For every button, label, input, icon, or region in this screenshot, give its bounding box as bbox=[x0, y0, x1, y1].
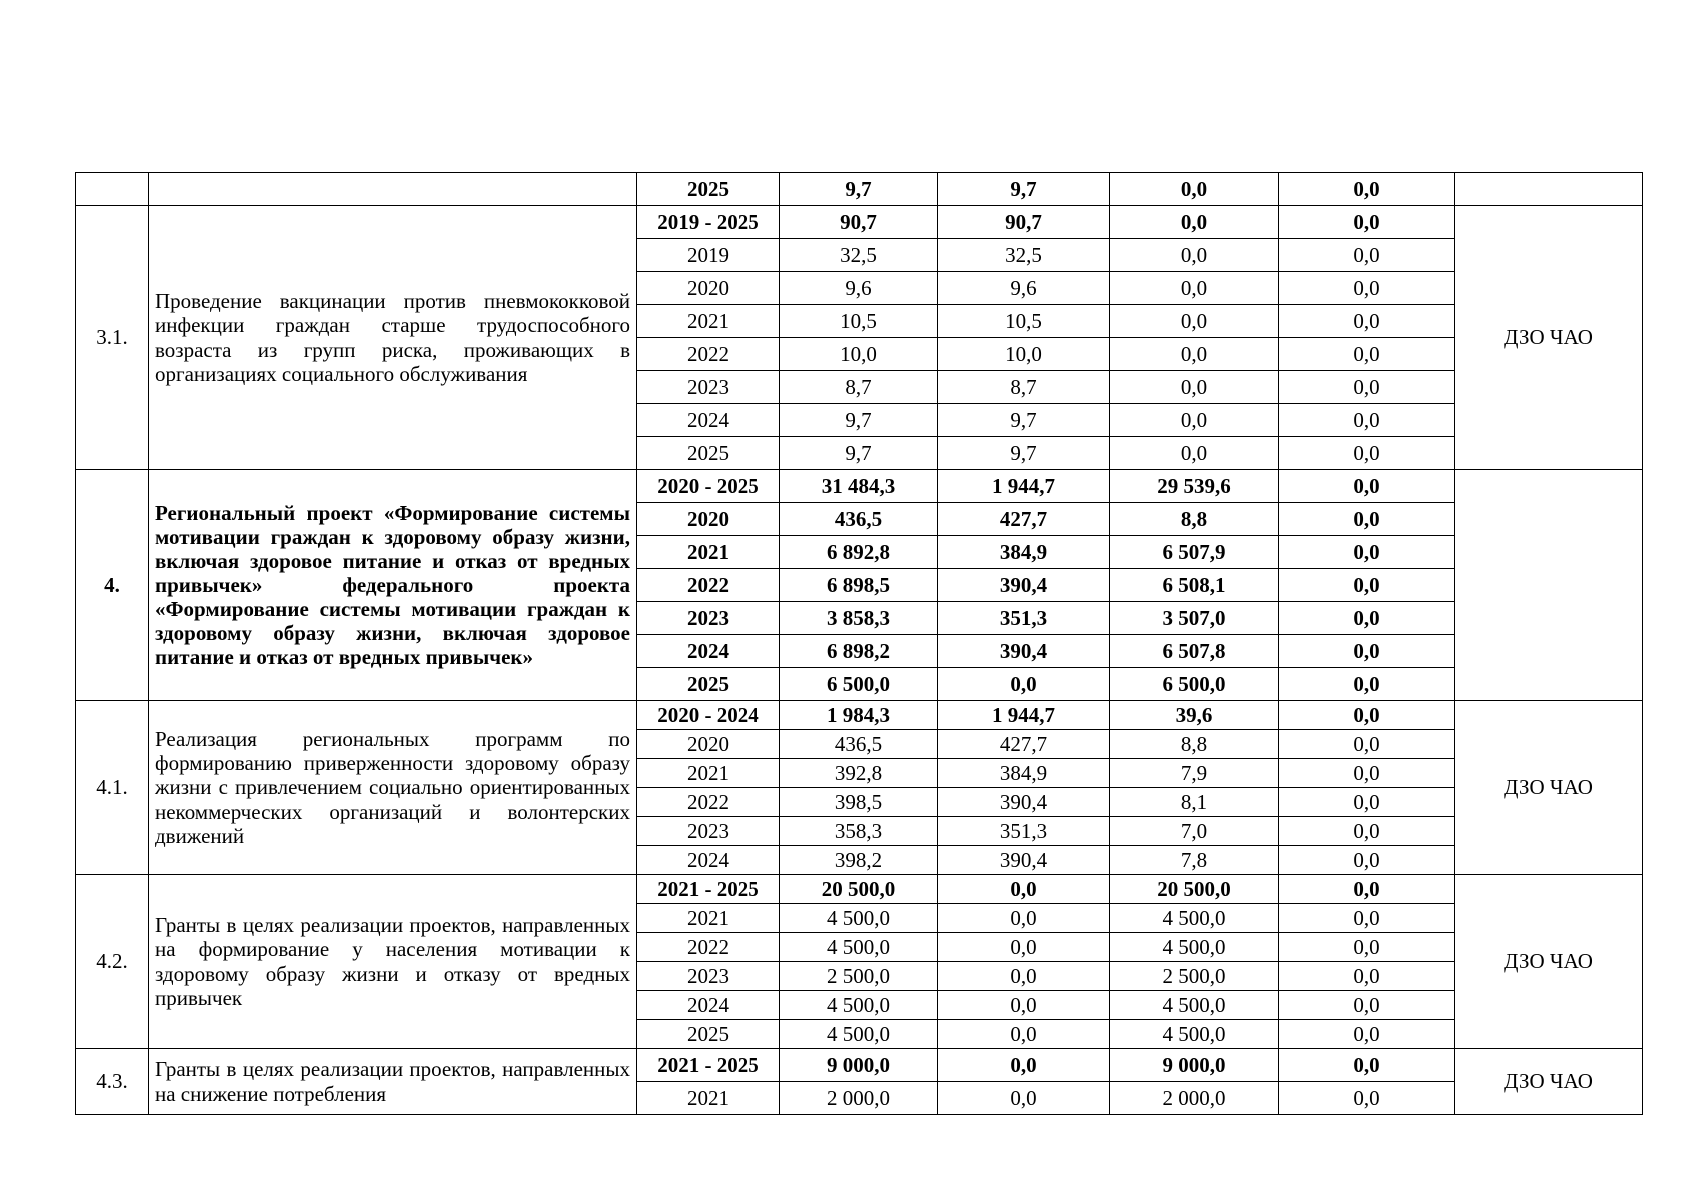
source-3-cell: 0,0 bbox=[1279, 206, 1455, 239]
year-cell: 2020 bbox=[637, 272, 780, 305]
total-cell: 4 500,0 bbox=[780, 991, 938, 1020]
source-3-cell: 0,0 bbox=[1279, 1020, 1455, 1049]
source-3-cell: 0,0 bbox=[1279, 569, 1455, 602]
year-cell: 2022 bbox=[637, 569, 780, 602]
total-cell: 392,8 bbox=[780, 759, 938, 788]
source-1-cell: 9,7 bbox=[938, 173, 1110, 206]
total-cell: 4 500,0 bbox=[780, 904, 938, 933]
year-cell: 2024 bbox=[637, 846, 780, 875]
total-cell: 4 500,0 bbox=[780, 1020, 938, 1049]
year-cell: 2025 bbox=[637, 437, 780, 470]
year-cell: 2021 - 2025 bbox=[637, 875, 780, 904]
source-1-cell: 390,4 bbox=[938, 635, 1110, 668]
year-cell: 2022 bbox=[637, 788, 780, 817]
source-1-cell: 351,3 bbox=[938, 602, 1110, 635]
source-1-cell: 0,0 bbox=[938, 904, 1110, 933]
source-1-cell: 384,9 bbox=[938, 759, 1110, 788]
source-1-cell: 0,0 bbox=[938, 1082, 1110, 1115]
year-cell: 2020 - 2025 bbox=[637, 470, 780, 503]
year-cell: 2021 bbox=[637, 1082, 780, 1115]
year-cell: 2024 bbox=[637, 635, 780, 668]
source-2-cell: 6 508,1 bbox=[1110, 569, 1279, 602]
source-1-cell: 427,7 bbox=[938, 503, 1110, 536]
source-2-cell: 2 000,0 bbox=[1110, 1082, 1279, 1115]
item-number bbox=[76, 173, 149, 206]
year-cell: 2024 bbox=[637, 404, 780, 437]
source-3-cell: 0,0 bbox=[1279, 536, 1455, 569]
source-2-cell: 6 500,0 bbox=[1110, 668, 1279, 701]
source-2-cell: 3 507,0 bbox=[1110, 602, 1279, 635]
source-1-cell: 32,5 bbox=[938, 239, 1110, 272]
source-3-cell: 0,0 bbox=[1279, 730, 1455, 759]
source-3-cell: 0,0 bbox=[1279, 933, 1455, 962]
source-2-cell: 0,0 bbox=[1110, 338, 1279, 371]
source-3-cell: 0,0 bbox=[1279, 371, 1455, 404]
source-1-cell: 0,0 bbox=[938, 991, 1110, 1020]
source-1-cell: 390,4 bbox=[938, 788, 1110, 817]
source-3-cell: 0,0 bbox=[1279, 404, 1455, 437]
source-1-cell: 90,7 bbox=[938, 206, 1110, 239]
table-row bbox=[76, 173, 1643, 206]
total-cell: 6 898,5 bbox=[780, 569, 938, 602]
source-1-cell: 427,7 bbox=[938, 730, 1110, 759]
total-cell: 398,2 bbox=[780, 846, 938, 875]
source-3-cell: 0,0 bbox=[1279, 1082, 1455, 1115]
source-1-cell: 9,7 bbox=[938, 437, 1110, 470]
source-2-cell: 0,0 bbox=[1110, 173, 1279, 206]
total-cell: 6 892,8 bbox=[780, 536, 938, 569]
source-1-cell: 0,0 bbox=[938, 875, 1110, 904]
responsible-executor bbox=[1455, 470, 1643, 701]
source-3-cell: 0,0 bbox=[1279, 904, 1455, 933]
total-cell: 9,7 bbox=[780, 404, 938, 437]
source-2-cell: 4 500,0 bbox=[1110, 933, 1279, 962]
source-1-cell: 9,7 bbox=[938, 404, 1110, 437]
item-description: Гранты в целях реализации проектов, направленных на снижение потребления bbox=[149, 1049, 637, 1115]
source-1-cell: 0,0 bbox=[938, 962, 1110, 991]
total-cell: 4 500,0 bbox=[780, 933, 938, 962]
item-description: Региональный проект «Формирование системы мотивации граждан к здоровому образу жизни, включая здоровое питание и отказ от вредных привычек» федерального проекта «Формирование системы мотивации граждан к здоровому образу жизни, включая здоровое питание и отказ от вредных привычек» bbox=[149, 470, 637, 701]
source-3-cell: 0,0 bbox=[1279, 602, 1455, 635]
source-3-cell: 0,0 bbox=[1279, 239, 1455, 272]
total-cell: 31 484,3 bbox=[780, 470, 938, 503]
source-1-cell: 1 944,7 bbox=[938, 701, 1110, 730]
total-cell: 20 500,0 bbox=[780, 875, 938, 904]
source-1-cell: 384,9 bbox=[938, 536, 1110, 569]
source-2-cell: 0,0 bbox=[1110, 371, 1279, 404]
total-cell: 3 858,3 bbox=[780, 602, 938, 635]
source-2-cell: 4 500,0 bbox=[1110, 1020, 1279, 1049]
year-cell: 2022 bbox=[637, 338, 780, 371]
item-description: Проведение вакцинации против пневмококковой инфекции граждан старше трудоспособного возраста из групп риска, проживающих в организациях социального обслуживания bbox=[149, 206, 637, 470]
budget-table bbox=[75, 172, 1643, 1115]
source-2-cell: 4 500,0 bbox=[1110, 904, 1279, 933]
total-cell: 1 984,3 bbox=[780, 701, 938, 730]
item-number: 4.1. bbox=[76, 701, 149, 875]
source-3-cell: 0,0 bbox=[1279, 272, 1455, 305]
source-2-cell: 7,9 bbox=[1110, 759, 1279, 788]
source-1-cell: 8,7 bbox=[938, 371, 1110, 404]
source-2-cell: 29 539,6 bbox=[1110, 470, 1279, 503]
year-cell: 2021 - 2025 bbox=[637, 1049, 780, 1082]
total-cell: 358,3 bbox=[780, 817, 938, 846]
source-2-cell: 6 507,9 bbox=[1110, 536, 1279, 569]
source-3-cell: 0,0 bbox=[1279, 470, 1455, 503]
year-cell: 2021 bbox=[637, 536, 780, 569]
year-cell: 2023 bbox=[637, 371, 780, 404]
source-3-cell: 0,0 bbox=[1279, 635, 1455, 668]
budget-table-body bbox=[76, 173, 1643, 1115]
source-1-cell: 0,0 bbox=[938, 668, 1110, 701]
total-cell: 8,7 bbox=[780, 371, 938, 404]
source-2-cell: 2 500,0 bbox=[1110, 962, 1279, 991]
source-3-cell: 0,0 bbox=[1279, 817, 1455, 846]
year-cell: 2020 bbox=[637, 730, 780, 759]
responsible-executor: ДЗО ЧАО bbox=[1455, 875, 1643, 1049]
year-cell: 2020 - 2024 bbox=[637, 701, 780, 730]
year-cell: 2023 bbox=[637, 817, 780, 846]
item-number: 4.3. bbox=[76, 1049, 149, 1115]
total-cell: 398,5 bbox=[780, 788, 938, 817]
total-cell: 10,0 bbox=[780, 338, 938, 371]
table-row bbox=[76, 1049, 1643, 1082]
year-cell: 2021 bbox=[637, 904, 780, 933]
table-row bbox=[76, 206, 1643, 239]
source-2-cell: 0,0 bbox=[1110, 239, 1279, 272]
total-cell: 90,7 bbox=[780, 206, 938, 239]
table-row bbox=[76, 701, 1643, 730]
year-cell: 2022 bbox=[637, 933, 780, 962]
table-row bbox=[76, 875, 1643, 904]
source-1-cell: 390,4 bbox=[938, 846, 1110, 875]
item-number: 4. bbox=[76, 470, 149, 701]
table-row bbox=[76, 470, 1643, 503]
year-cell: 2021 bbox=[637, 305, 780, 338]
source-1-cell: 1 944,7 bbox=[938, 470, 1110, 503]
source-3-cell: 0,0 bbox=[1279, 759, 1455, 788]
responsible-executor bbox=[1455, 173, 1643, 206]
year-cell: 2019 bbox=[637, 239, 780, 272]
source-1-cell: 10,5 bbox=[938, 305, 1110, 338]
year-cell: 2023 bbox=[637, 962, 780, 991]
total-cell: 9 000,0 bbox=[780, 1049, 938, 1082]
year-cell: 2024 bbox=[637, 991, 780, 1020]
total-cell: 2 500,0 bbox=[780, 962, 938, 991]
source-3-cell: 0,0 bbox=[1279, 1049, 1455, 1082]
total-cell: 436,5 bbox=[780, 503, 938, 536]
source-1-cell: 0,0 bbox=[938, 933, 1110, 962]
total-cell: 9,7 bbox=[780, 437, 938, 470]
year-cell: 2023 bbox=[637, 602, 780, 635]
source-2-cell: 8,8 bbox=[1110, 503, 1279, 536]
source-2-cell: 8,1 bbox=[1110, 788, 1279, 817]
year-cell: 2025 bbox=[637, 668, 780, 701]
source-1-cell: 351,3 bbox=[938, 817, 1110, 846]
source-2-cell: 8,8 bbox=[1110, 730, 1279, 759]
total-cell: 2 000,0 bbox=[780, 1082, 938, 1115]
total-cell: 9,6 bbox=[780, 272, 938, 305]
source-3-cell: 0,0 bbox=[1279, 503, 1455, 536]
source-2-cell: 7,0 bbox=[1110, 817, 1279, 846]
source-1-cell: 9,6 bbox=[938, 272, 1110, 305]
year-cell: 2021 bbox=[637, 759, 780, 788]
source-3-cell: 0,0 bbox=[1279, 305, 1455, 338]
item-description bbox=[149, 173, 637, 206]
total-cell: 9,7 bbox=[780, 173, 938, 206]
source-3-cell: 0,0 bbox=[1279, 991, 1455, 1020]
responsible-executor: ДЗО ЧАО bbox=[1455, 206, 1643, 470]
source-2-cell: 20 500,0 bbox=[1110, 875, 1279, 904]
document-page bbox=[75, 172, 1643, 1115]
source-3-cell: 0,0 bbox=[1279, 788, 1455, 817]
item-number: 3.1. bbox=[76, 206, 149, 470]
total-cell: 32,5 bbox=[780, 239, 938, 272]
total-cell: 6 898,2 bbox=[780, 635, 938, 668]
source-1-cell: 0,0 bbox=[938, 1049, 1110, 1082]
year-cell: 2019 - 2025 bbox=[637, 206, 780, 239]
source-3-cell: 0,0 bbox=[1279, 437, 1455, 470]
source-3-cell: 0,0 bbox=[1279, 846, 1455, 875]
source-2-cell: 0,0 bbox=[1110, 437, 1279, 470]
item-description: Гранты в целях реализации проектов, направленных на формирование у населения мотивации к здоровому образу жизни и отказу от вредных привычек bbox=[149, 875, 637, 1049]
responsible-executor: ДЗО ЧАО bbox=[1455, 701, 1643, 875]
source-2-cell: 0,0 bbox=[1110, 404, 1279, 437]
total-cell: 10,5 bbox=[780, 305, 938, 338]
source-3-cell: 0,0 bbox=[1279, 875, 1455, 904]
source-2-cell: 4 500,0 bbox=[1110, 991, 1279, 1020]
item-description: Реализация региональных программ по формированию приверженности здоровому образу жизни с привлечением социально ориентированных некоммерческих организаций и волонтерских движений bbox=[149, 701, 637, 875]
source-1-cell: 10,0 bbox=[938, 338, 1110, 371]
total-cell: 6 500,0 bbox=[780, 668, 938, 701]
source-3-cell: 0,0 bbox=[1279, 668, 1455, 701]
source-2-cell: 0,0 bbox=[1110, 305, 1279, 338]
source-2-cell: 9 000,0 bbox=[1110, 1049, 1279, 1082]
year-cell: 2020 bbox=[637, 503, 780, 536]
source-2-cell: 39,6 bbox=[1110, 701, 1279, 730]
source-1-cell: 390,4 bbox=[938, 569, 1110, 602]
source-3-cell: 0,0 bbox=[1279, 173, 1455, 206]
source-2-cell: 7,8 bbox=[1110, 846, 1279, 875]
responsible-executor: ДЗО ЧАО bbox=[1455, 1049, 1643, 1115]
year-cell: 2025 bbox=[637, 173, 780, 206]
source-1-cell: 0,0 bbox=[938, 1020, 1110, 1049]
source-2-cell: 0,0 bbox=[1110, 206, 1279, 239]
total-cell: 436,5 bbox=[780, 730, 938, 759]
source-2-cell: 6 507,8 bbox=[1110, 635, 1279, 668]
item-number: 4.2. bbox=[76, 875, 149, 1049]
source-3-cell: 0,0 bbox=[1279, 701, 1455, 730]
year-cell: 2025 bbox=[637, 1020, 780, 1049]
source-3-cell: 0,0 bbox=[1279, 338, 1455, 371]
source-2-cell: 0,0 bbox=[1110, 272, 1279, 305]
source-3-cell: 0,0 bbox=[1279, 962, 1455, 991]
